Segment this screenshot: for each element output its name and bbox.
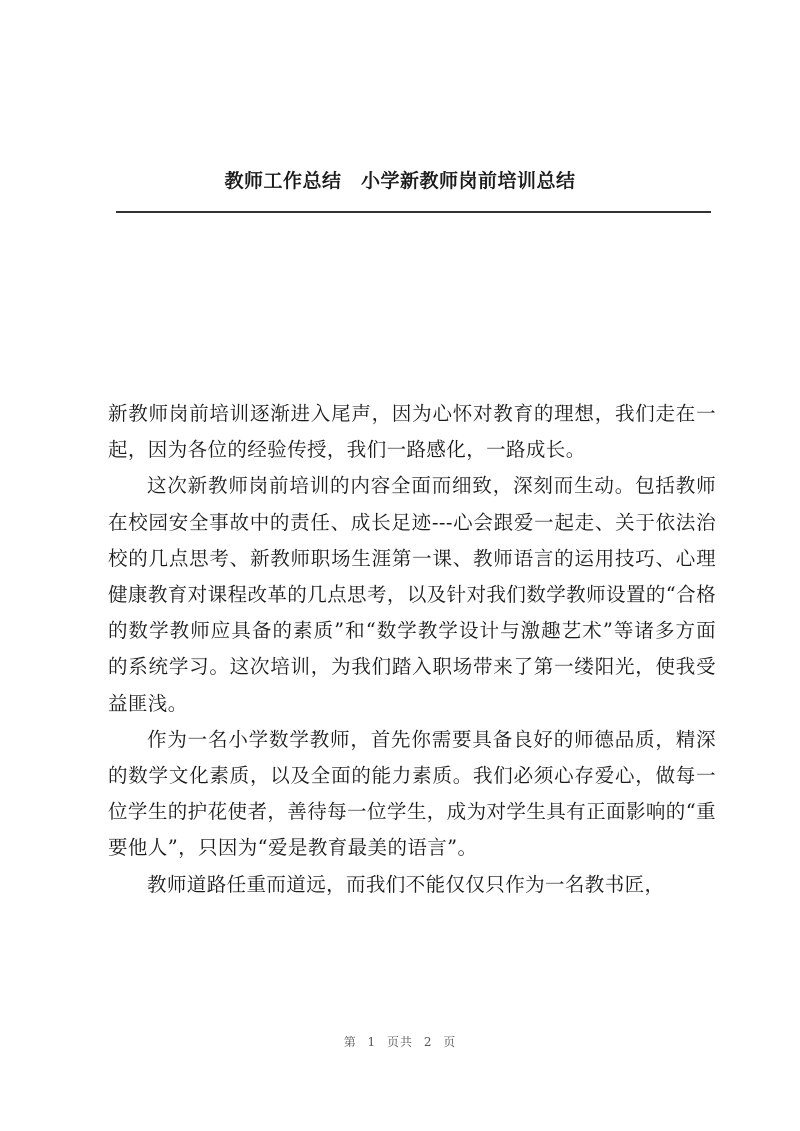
document-body [108,396,716,903]
header-divider [116,211,711,213]
paragraph-1: 新教师岗前培训逐渐进入尾声，因为心怀对教育的理想，我们走在一起，因为各位的经验传授，我们一路感化，一路成长。 [108,402,716,462]
page-number-footer: 第 1 页共 2 页 [343,1035,457,1049]
paragraph-2: 这次新教师岗前培训的内容全面而细致，深刻而生动。包括教师在校园安全事故中的责任、成长足迹---心会跟爱一起走、关于依法治校的几点思考、新教师职场生涯第一课、教师语言的运用技巧、心理健康教育对课程改革的几点思考，以及针对我们数学教师设置的“合格的数学教师应具备的素质”和“数学教学设计与激趣艺术”等诸多方面的系统学习。这次培训，为我们踏入职场带来了第一缕阳光，使我受益匪浅。 [108,474,716,715]
document-title: 教师工作总结 小学新教师岗前培训总结 [224,170,576,192]
paragraph-4: 教师道路任重而道远，而我们不能仅仅只作为一名教书匠， [147,872,665,896]
paragraph-3: 作为一名小学数学教师，首先你需要具备良好的师德品质，精深的数学文化素质，以及全面的能力素质。我们必须心存爱心，做每一位学生的护花使者，善待每一位学生，成为对学生具有正面影响的“重要他人”，只因为“爱是教育最美的语言”。 [108,727,716,860]
